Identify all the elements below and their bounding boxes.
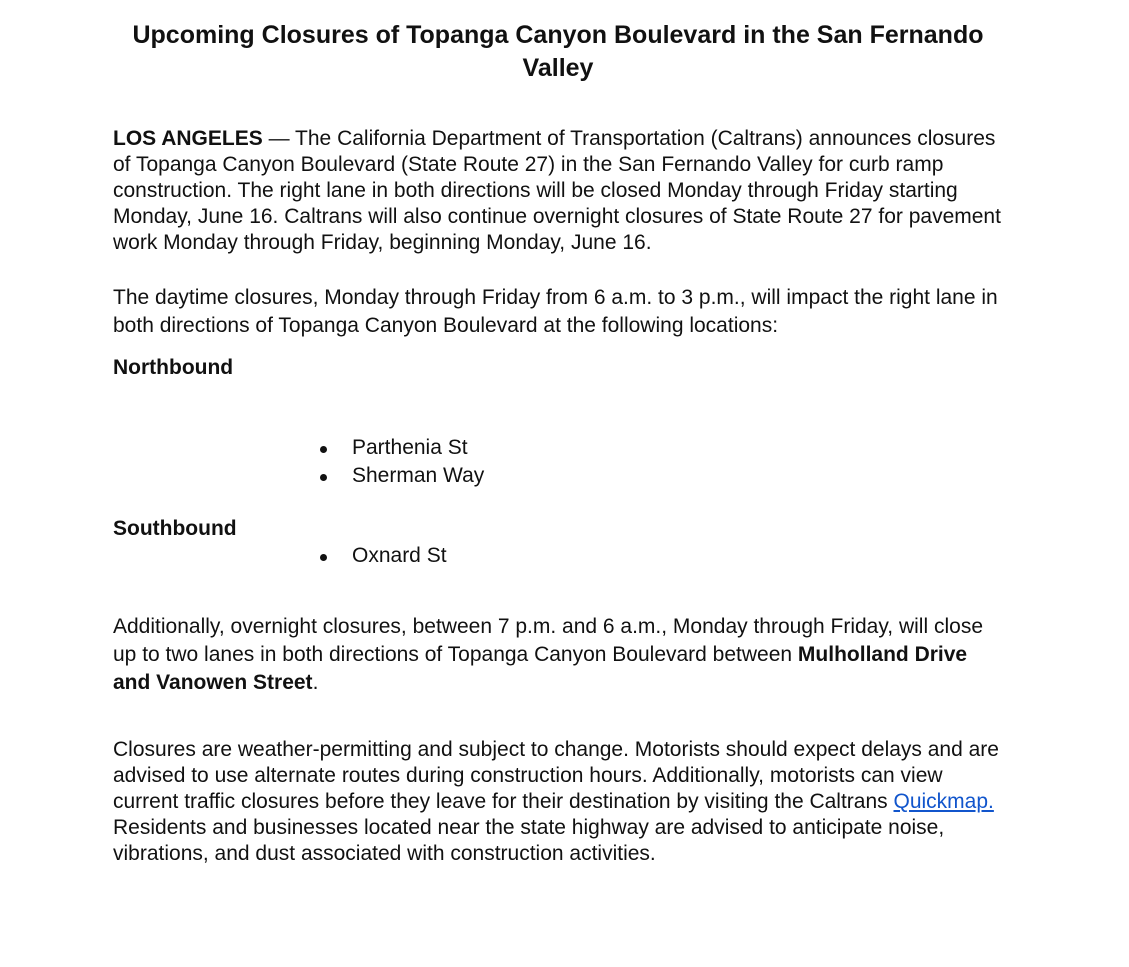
intro-text: The California Department of Transportation (Caltrans) announces closures of Topanga Canyon Boulevard (State Route 27) in the San Fernando Valley for curb ramp construction. The right lane in both directions will be closed Monday through Friday starting Monday, June 16. Caltrans will also continue overnight closures of State Route 27 for pavement work Monday through Friday, beginning Monday, June 16.	[113, 127, 1001, 254]
southbound-heading: Southbound	[113, 517, 237, 540]
overnight-ending: .	[312, 671, 319, 694]
northbound-heading: Northbound	[113, 356, 234, 379]
quickmap-link[interactable]: Quickmap.	[893, 790, 994, 813]
list-item-oxnard: Oxnard St	[318, 542, 447, 570]
overnight-text: Additionally, overnight closures, between 7 p.m. and 6 a.m., Monday through Friday, will close up to two lanes in both directions of Topanga Canyon Boulevard between	[113, 615, 983, 666]
overnight-segment: Mulholland Drive and Vanowen Street	[113, 643, 968, 694]
southbound-locations-list	[318, 542, 447, 570]
advisory-text-before-link: Closures are weather-permitting and subject to change. Motorists should expect delays and are advised to use alternate routes during construction hours. Additionally, motorists can view current traffic closures before they leave for their destination by visiting the Caltrans	[113, 738, 999, 813]
northbound-locations-list	[318, 434, 484, 490]
list-item-parthenia: Parthenia St	[318, 434, 484, 462]
dateline: LOS ANGELES	[113, 127, 263, 150]
list-item-sherman-way: Sherman Way	[318, 462, 484, 490]
page-title: Upcoming Closures of Topanga Canyon Boulevard in the San Fernando Valley	[132, 21, 984, 82]
advisory-text-after-link: Residents and businesses located near the state highway are advised to anticipate noise, vibrations, and dust associated with construction activities.	[113, 816, 945, 865]
advisory-paragraph	[113, 737, 1008, 867]
dateline-separator: —	[262, 127, 296, 150]
daytime-closures-paragraph: The daytime closures, Monday through Friday from 6 a.m. to 3 p.m., will impact the right lane in both directions of Topanga Canyon Boulevard at the following locations:	[113, 286, 998, 337]
intro-paragraph	[113, 126, 1008, 256]
overnight-closures-paragraph	[113, 613, 1008, 697]
